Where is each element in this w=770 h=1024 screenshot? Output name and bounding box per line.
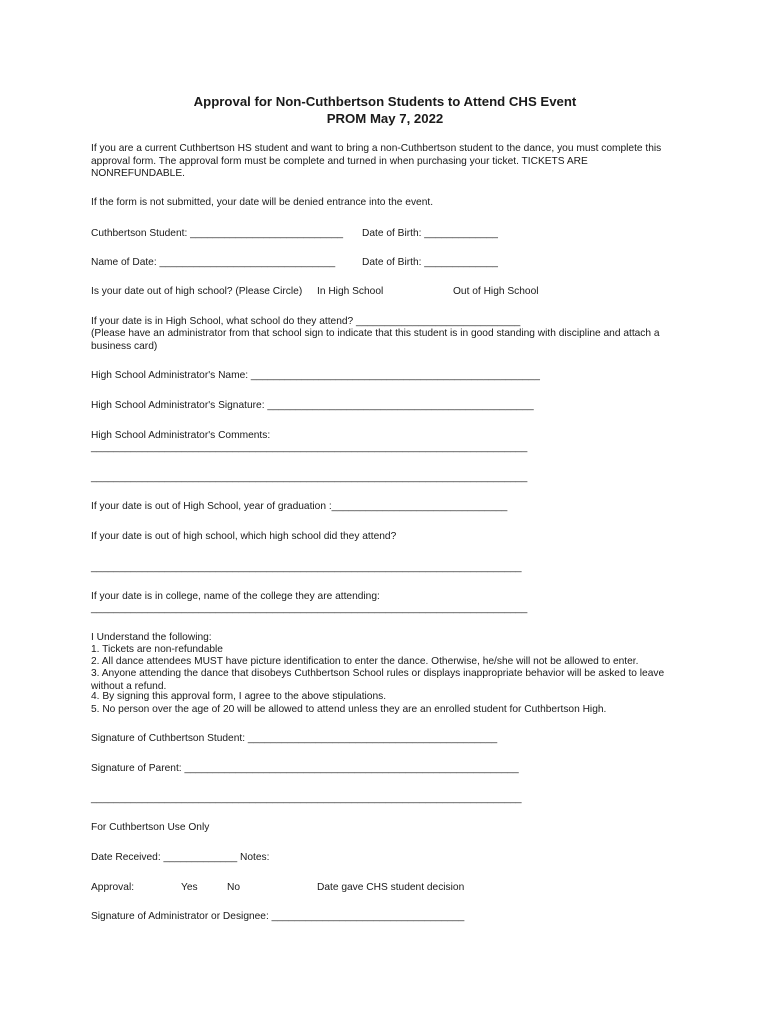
- option-in-high-school[interactable]: In High School: [317, 286, 384, 297]
- administrator-designee-signature-field[interactable]: Signature of Administrator or Designee: __________________________________: [91, 911, 465, 922]
- form-title: Approval for Non-Cuthbertson Students to Attend CHS Event: [193, 94, 577, 109]
- form-subtitle: PROM May 7, 2022: [326, 111, 444, 126]
- which-high-school-line[interactable]: ____________________________________________________________________________: [91, 562, 522, 573]
- rule-item: 2. All dance attendees MUST have picture identification to enter the dance. Otherwise, he/she will not be allowed to enter.: [91, 656, 639, 667]
- high-school-attended-field[interactable]: If your date is in High School, what school do they attend? _____________________________: [91, 316, 521, 327]
- which-high-school-question: If your date is out of high school, which high school did they attend?: [91, 531, 397, 542]
- office-use-label: For Cuthbertson Use Only: [91, 822, 210, 833]
- administrator-comments-label: High School Administrator's Comments:: [91, 430, 271, 441]
- college-question: If your date is in college, name of the college they are attending:: [91, 591, 380, 602]
- denied-notice: If the form is not submitted, your date will be denied entrance into the event.: [91, 197, 434, 208]
- date-dob-field[interactable]: Date of Birth: _____________: [362, 257, 498, 268]
- approval-no-option[interactable]: No: [227, 882, 241, 893]
- rule-item: 5. No person over the age of 20 will be allowed to attend unless they are an enrolled student for Cuthbertson High.: [91, 704, 607, 715]
- administrator-comments-line-1[interactable]: _____________________________________________________________________________: [91, 442, 528, 453]
- cuthbertson-student-field[interactable]: Cuthbertson Student: ___________________________: [91, 228, 344, 239]
- college-name-line[interactable]: _____________________________________________________________________________: [91, 603, 528, 614]
- administrator-signature-field[interactable]: High School Administrator's Signature: _______________________________________________: [91, 400, 534, 411]
- rule-item: 4. By signing this approval form, I agree to the above stipulations.: [91, 691, 387, 702]
- decision-date-field[interactable]: Date gave CHS student decision: [317, 882, 465, 893]
- blank-signature-line[interactable]: ____________________________________________________________________________: [91, 793, 522, 804]
- understand-heading: I Understand the following:: [91, 632, 212, 643]
- intro-paragraph: If you are a current Cuthbertson HS student and want to bring a non-Cuthbertson student to the dance, you must complete this approval form. The approval form must be complete and turned in when purchasing your ticket. TICKETS ARE NONREFUNDABLE.: [91, 143, 662, 179]
- rule-item: 3. Anyone attending the dance that disobeys Cuthbertson School rules or displays inappropriate behavior will be asked to leave without a refund.: [91, 668, 665, 692]
- administrator-comments-line-2[interactable]: _____________________________________________________________________________: [91, 472, 528, 483]
- date-received-field[interactable]: Date Received: _____________ Notes:: [91, 852, 270, 863]
- date-name-field[interactable]: Name of Date: _______________________________: [91, 257, 336, 268]
- student-signature-field[interactable]: Signature of Cuthbertson Student: ____________________________________________: [91, 733, 498, 744]
- approval-yes-option[interactable]: Yes: [181, 882, 198, 893]
- administrator-name-field[interactable]: High School Administrator's Name: ___________________________________________________: [91, 370, 540, 381]
- out-of-high-school-question: Is your date out of high school? (Please Circle): [91, 286, 303, 297]
- option-out-of-high-school[interactable]: Out of High School: [453, 286, 539, 297]
- rule-item: 1. Tickets are non-refundable: [91, 644, 223, 655]
- student-dob-field[interactable]: Date of Birth: _____________: [362, 228, 498, 239]
- graduation-year-field[interactable]: If your date is out of High School, year of graduation :_______________________________: [91, 501, 508, 512]
- administrator-note: (Please have an administrator from that school sign to indicate that this student is in good standing with discipline and attach a business card): [91, 328, 660, 352]
- approval-label: Approval:: [91, 882, 135, 893]
- parent-signature-field[interactable]: Signature of Parent: ___________________________________________________________: [91, 763, 519, 774]
